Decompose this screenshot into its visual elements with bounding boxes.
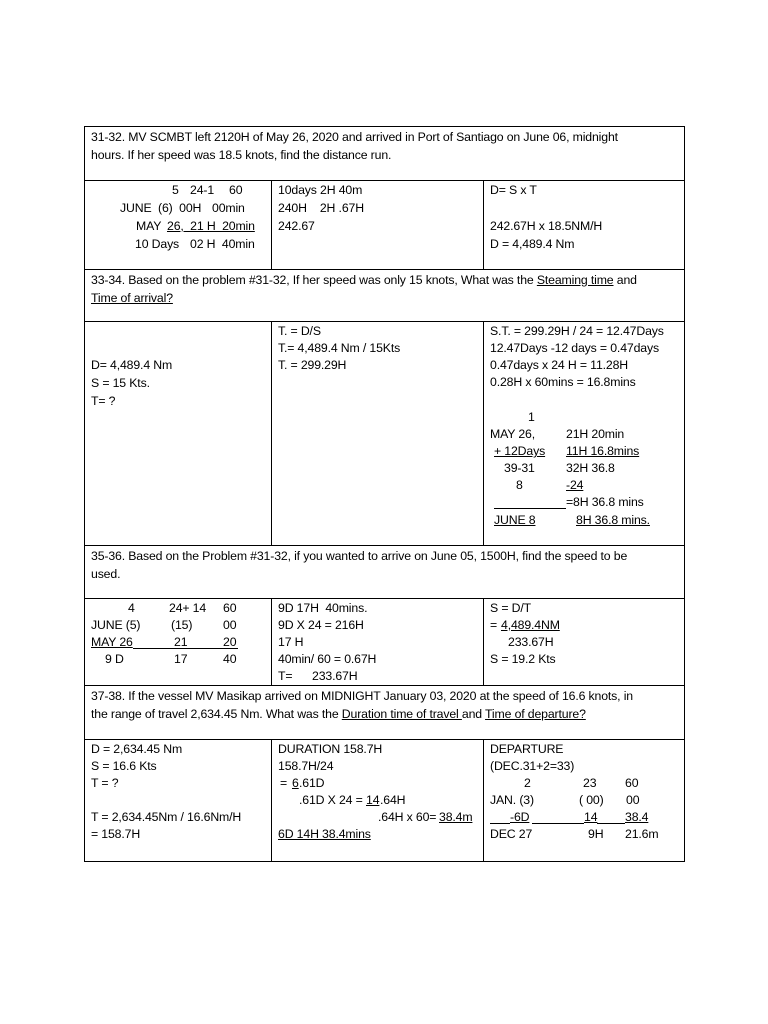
text: MAY: [136, 219, 162, 233]
answer-cell-1: [85, 599, 272, 685]
text: 1: [528, 410, 535, 424]
text: 00: [626, 793, 640, 807]
answer-cell-3: [484, 181, 684, 269]
question-text: [91, 687, 676, 723]
text: 0.47days x 24 H = 11.28H: [490, 358, 629, 372]
answer-cell-2: [272, 740, 484, 861]
worksheet-table: [84, 126, 685, 862]
text: 11H 16.8mins: [566, 444, 640, 458]
text: 158.7H/24: [278, 759, 334, 773]
text: 8: [516, 478, 523, 492]
text: 242.67H x 18.5NM/H: [490, 219, 603, 233]
text: = 158.7H: [91, 827, 141, 841]
text: T=: [278, 669, 293, 683]
text: + 12Days: [494, 444, 546, 458]
text: 38.4m: [439, 810, 473, 824]
text: 6: [292, 776, 299, 790]
text: 8H 36.8 mins.: [576, 513, 650, 527]
text: 233.67H: [312, 669, 358, 683]
text: DEC 27: [490, 827, 533, 841]
text: 60: [223, 601, 237, 615]
text: JUNE 8: [494, 513, 536, 527]
text: 26, 21 H 20min: [167, 219, 255, 233]
text: MAY 26: [91, 635, 133, 649]
answer-row-37-38: [85, 740, 684, 861]
underlined-text: Time of arrival?: [91, 291, 173, 305]
text: 21.6m: [625, 827, 659, 841]
text: 40min/ 60 = 0.67H: [278, 652, 377, 666]
text: the range of travel 2,634.45 Nm. What was the: [91, 707, 342, 721]
underline-rule: [494, 508, 566, 509]
text: 23: [583, 776, 597, 790]
text: T. = D/S: [278, 324, 321, 338]
answer-cell-3: [484, 599, 684, 685]
text: 2: [524, 776, 531, 790]
text: D = 4,489.4 Nm: [490, 237, 575, 251]
text: S = D/T: [490, 601, 531, 615]
answer-cell-3: [484, 740, 684, 861]
question-35-36: [85, 546, 684, 599]
text: ( 00): [579, 793, 604, 807]
question-text: [91, 271, 676, 307]
question-line: 37-38. If the vessel MV Masikap arrived on MIDNIGHT January 03, 2020 at the speed of 16.6 knots, in: [91, 689, 633, 703]
text: and: [461, 707, 486, 721]
text: 10 Days: [135, 237, 180, 251]
text: JUNE (6) 00H: [120, 201, 202, 215]
text: 40: [223, 652, 237, 666]
underlined-text: Duration time of travel: [341, 707, 462, 721]
question-line: used.: [91, 567, 121, 581]
text: T. = 299.29H: [278, 358, 347, 372]
answer-cell-1: [85, 322, 272, 545]
underlined-text: Time of departure?: [485, 707, 586, 721]
answer-row-31-32: [85, 181, 684, 270]
text: 12.47Days -12 days = 0.47days: [490, 341, 659, 355]
text: 9D 17H 40mins.: [278, 601, 368, 615]
text: 17 H: [278, 635, 304, 649]
question-text: [91, 547, 676, 583]
text: 5: [172, 183, 179, 197]
text: MAY 26,: [490, 427, 535, 441]
question-line: [91, 271, 676, 289]
question-line: 35-36. Based on the Problem #31-32, if you wanted to arrive on June 05, 1500H, find the speed to be: [91, 549, 628, 563]
text: 02 H 40min: [190, 237, 255, 251]
text: 14: [366, 793, 380, 807]
text: 39-31: [504, 461, 535, 475]
answer-cell-2: [272, 599, 484, 685]
text: 0.28H x 60mins = 16.8mins: [490, 375, 636, 389]
text: and: [613, 273, 637, 287]
question-line: [91, 289, 676, 307]
text: .64H x 60=: [378, 810, 440, 824]
question-31-32: [85, 127, 684, 181]
text: 00min: [212, 201, 245, 215]
text: DURATION 158.7H: [278, 742, 383, 756]
text: 32H 36.8: [566, 461, 615, 475]
answer-row-35-36: [85, 599, 684, 686]
text: 9H: [588, 827, 604, 841]
text: 38.4: [625, 810, 649, 824]
text: T = ?: [91, 776, 119, 790]
text: 60: [625, 776, 639, 790]
text: 233.67H: [508, 635, 554, 649]
text: 21H 20min: [566, 427, 625, 441]
text: JUNE (5): [91, 618, 141, 632]
question-line: hours. If her speed was 18.5 knots, find the distance run.: [91, 148, 392, 162]
question-text: [91, 128, 676, 164]
text: 6D 14H 38.4mins: [278, 827, 371, 841]
text: 4,489.4NM: [501, 618, 560, 632]
question-line: 31-32. MV SCMBT left 2120H of May 26, 2020 and arrived in Port of Santiago on June 06, midnight: [91, 130, 618, 144]
answer-row-33-34: [85, 322, 684, 546]
question-line: [91, 705, 676, 723]
text: -6D: [510, 810, 530, 824]
text: (15): [171, 618, 193, 632]
text: .61D X 24 =: [299, 793, 363, 807]
text: 24-1: [190, 183, 215, 197]
text: 17: [174, 652, 188, 666]
underline-rule: [490, 823, 510, 824]
answer-cell-1: [85, 740, 272, 861]
answer-cell-2: [272, 322, 484, 545]
underline-rule: [597, 823, 625, 824]
text: 24+ 14: [169, 601, 207, 615]
question-37-38: [85, 686, 684, 740]
text: 33-34. Based on the problem #31-32, If her speed was only 15 knots, What was the: [91, 273, 537, 287]
text: D= 4,489.4 Nm: [91, 358, 173, 372]
answer-cell-2: [272, 181, 484, 269]
text: 14: [584, 810, 598, 824]
text: T= ?: [91, 394, 116, 408]
text: DEPARTURE: [490, 742, 564, 756]
text: 00: [223, 618, 237, 632]
answer-cell-3: [484, 322, 684, 545]
text: JAN. (3): [490, 793, 534, 807]
text: 9 D: [105, 652, 124, 666]
text: 60: [229, 183, 243, 197]
text: T = 2,634.45Nm / 16.6Nm/H: [91, 810, 242, 824]
text: .61D: [299, 776, 325, 790]
text: 20: [223, 635, 237, 649]
answer-cell-1: [85, 181, 272, 269]
text: S.T. = 299.29H / 24 = 12.47Days: [490, 324, 664, 338]
text: 21: [174, 635, 188, 649]
text: =: [280, 776, 291, 790]
text: 242.67: [278, 219, 315, 233]
text: 240H 2H .67H: [278, 201, 364, 215]
text: 4: [128, 601, 135, 615]
text: 9D X 24 = 216H: [278, 618, 364, 632]
text: D= S x T: [490, 183, 537, 197]
text: D = 2,634.45 Nm: [91, 742, 183, 756]
text: S = 15 Kts.: [91, 376, 150, 390]
text: =8H 36.8 mins: [566, 495, 644, 509]
text: 10days 2H 40m: [278, 183, 363, 197]
underlined-text: Steaming time: [536, 273, 614, 287]
text: =: [490, 618, 501, 632]
text: (DEC.31+2=33): [490, 759, 575, 773]
underline-rule: [532, 823, 584, 824]
text: T.= 4,489.4 Nm / 15Kts: [278, 341, 401, 355]
text: .64H: [380, 793, 406, 807]
text: S = 16.6 Kts: [91, 759, 157, 773]
text: -24: [566, 478, 584, 492]
question-33-34: [85, 270, 684, 322]
text: S = 19.2 Kts: [490, 652, 556, 666]
